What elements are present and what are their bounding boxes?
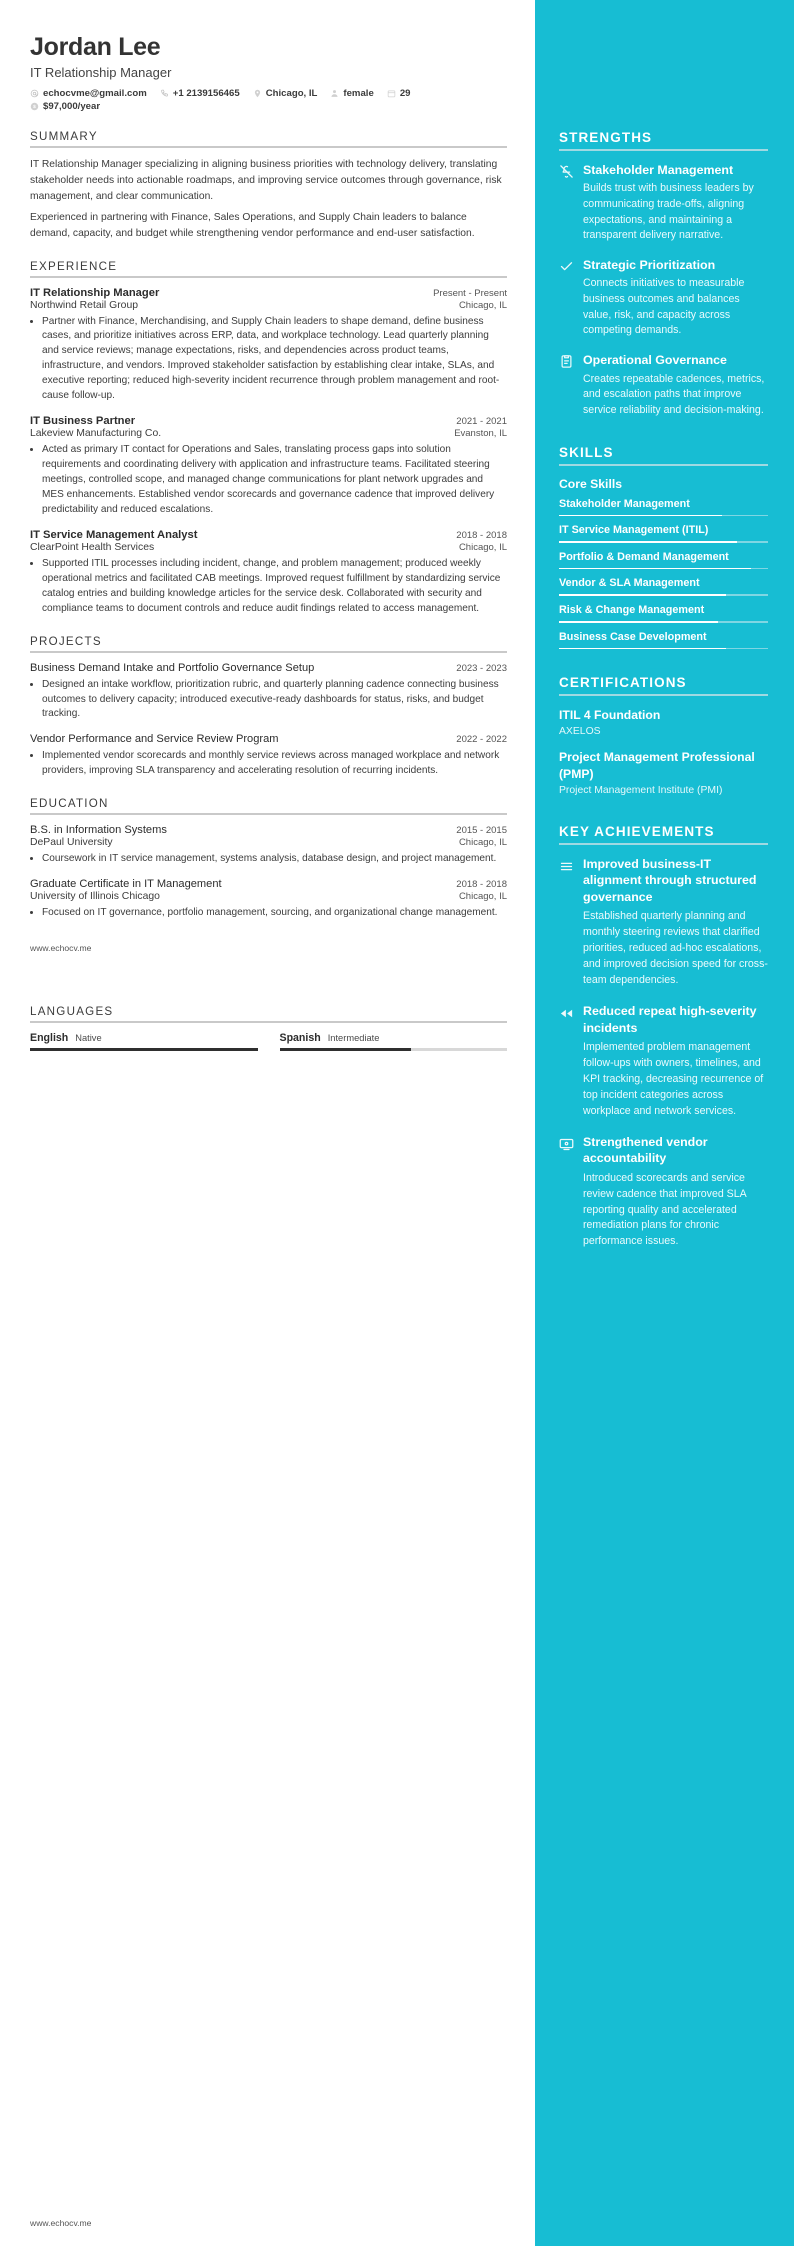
strength-desc: Connects initiatives to measurable business outcomes and balances value, risk, and capacity across competing demands. <box>583 277 745 337</box>
check-icon <box>559 259 574 274</box>
achievement-title: Reduced repeat high-severity incidents <box>583 1003 757 1035</box>
language-level: Native <box>75 1033 102 1044</box>
skill-name: Risk & Change Management <box>559 604 705 617</box>
project-dates: 2023 - 2023 <box>456 662 507 674</box>
skill-row <box>559 497 768 517</box>
summary-paragraph: Experienced in partnering with Finance, Sales Operations, and Supply Chain leaders to balance demand, capacity, and budget while strengthening vendor performance and end-user satisfaction. <box>30 211 475 239</box>
contact-salary <box>30 101 100 112</box>
sidebar-section-achievements <box>559 824 768 1251</box>
skill-name: Stakeholder Management <box>559 497 690 510</box>
money-icon <box>30 102 39 111</box>
education-org: DePaul University <box>30 837 113 849</box>
experience-entry <box>30 287 507 405</box>
certifications-heading: CERTIFICATIONS <box>559 675 687 691</box>
experience-location: Evanston, IL <box>454 428 507 440</box>
achievement-title: Improved business-IT alignment through structured governance <box>583 856 757 904</box>
language-level: Intermediate <box>327 1033 380 1044</box>
contact-age <box>387 88 411 99</box>
section-languages <box>30 1005 507 1050</box>
bullet-item: • Coursework in IT service management, systems analysis, database design, and project management. <box>42 852 507 867</box>
education-entry <box>30 824 507 867</box>
sidebar-section-strengths <box>559 130 768 419</box>
language-progress-bar <box>30 1048 258 1050</box>
bell-off-icon <box>559 164 574 179</box>
sidebar <box>535 0 794 2246</box>
contact-location-value: Chicago, IL <box>265 87 318 99</box>
experience-heading: EXPERIENCE <box>30 259 118 273</box>
bullet-item: • Focused on IT governance, portfolio management, sourcing, and organizational change management. <box>42 906 507 921</box>
certification-name: ITIL 4 Foundation <box>559 708 661 723</box>
education-heading: EDUCATION <box>30 797 109 811</box>
education-title: B.S. in Information Systems <box>30 824 167 837</box>
education-org: University of Illinois Chicago <box>30 891 160 903</box>
certification-org: AXELOS <box>559 726 601 738</box>
section-divider <box>30 651 507 653</box>
certification-org: Project Management Institute (PMI) <box>559 784 723 796</box>
certification-item <box>559 749 768 797</box>
skill-name: Portfolio & Demand Management <box>559 550 729 563</box>
contact-email-value: echocvme@gmail.com <box>43 87 147 99</box>
education-dates: 2018 - 2018 <box>456 879 507 891</box>
education-dates: 2015 - 2015 <box>456 825 507 837</box>
skill-name: Vendor & SLA Management <box>559 577 700 590</box>
email-icon <box>30 89 39 98</box>
strength-desc: Creates repeatable cadences, metrics, and escalation paths that improve service reliability and decision-making. <box>583 372 765 416</box>
list-lines-icon <box>559 859 574 874</box>
bullet-item: • Implemented vendor scorecards and monthly service reviews across managed workplace and network providers, improving SLA transparency and accelerating resolution of recurring incidents. <box>42 749 507 779</box>
achievement-desc: Established quarterly planning and monthly steering reviews that clarified priorities, reduced ad-hoc escalations, and improved decision speed for cross-team dependencies. <box>583 910 768 987</box>
contact-email <box>30 88 147 99</box>
bullet-item: • Partner with Finance, Merchandising, and Supply Chain leaders to shape demand, define business cases, and prioritize initiatives across ERP, data, and workplace technology. Lead quarterly planning and service reviews; manage expectations, risks, and dependencies across product teams, infrastructure, and vendors. Improved stakeholder satisfaction by establishing clear intake, SLAs, and executive reporting; reduced high-severity incident recurrence through problem management and root-cause follow-up. <box>42 315 507 405</box>
experience-org: Lakeview Manufacturing Co. <box>30 428 162 440</box>
skills-group-title: Core Skills <box>559 476 622 491</box>
sidebar-section-certifications <box>559 675 768 797</box>
achievement-item <box>559 1134 768 1251</box>
skill-progress-bar <box>559 568 768 570</box>
section-experience <box>30 260 507 617</box>
summary-heading: SUMMARY <box>30 129 98 143</box>
contact-info-row-2 <box>30 101 507 112</box>
skill-row <box>559 550 768 570</box>
certification-item <box>559 707 768 739</box>
strength-item <box>559 352 768 418</box>
skill-row <box>559 630 768 650</box>
education-title: Graduate Certificate in IT Management <box>30 878 222 891</box>
language-item <box>30 1032 258 1050</box>
page-url-mid[interactable]: www.echocv.me <box>30 943 92 954</box>
main-content <box>0 0 535 1051</box>
skill-progress-bar <box>559 648 768 650</box>
project-bullets <box>30 749 507 779</box>
strength-item <box>559 162 768 244</box>
project-bullets <box>30 678 507 723</box>
experience-title: IT Service Management Analyst <box>30 528 198 541</box>
experience-dates: 2018 - 2018 <box>456 529 507 541</box>
rewind-icon <box>559 1006 574 1021</box>
achievements-heading: KEY ACHIEVEMENTS <box>559 823 715 839</box>
strengths-heading: STRENGTHS <box>559 130 653 145</box>
language-name: English <box>30 1032 69 1045</box>
sidebar-section-skills <box>559 445 768 650</box>
phone-icon <box>160 89 169 98</box>
skill-row <box>559 603 768 623</box>
strength-title: Strategic Prioritization <box>583 258 716 273</box>
experience-dates: Present - Present <box>433 287 507 299</box>
contact-gender-value: female <box>343 87 374 99</box>
section-divider <box>559 843 768 845</box>
section-divider <box>30 813 507 815</box>
skill-progress-bar <box>559 594 768 596</box>
experience-org: ClearPoint Health Services <box>30 541 155 553</box>
section-education <box>30 797 507 921</box>
location-pin-icon <box>253 89 262 98</box>
achievement-item <box>559 856 768 989</box>
strength-title: Stakeholder Management <box>583 163 734 177</box>
svg-text:$: $ <box>33 104 36 110</box>
language-item <box>280 1032 508 1050</box>
contact-location <box>253 88 318 99</box>
project-title: Vendor Performance and Service Review Program <box>30 733 279 746</box>
contact-info-row <box>30 88 507 99</box>
calendar-icon <box>387 89 396 98</box>
page-title: Jordan Lee <box>30 33 161 61</box>
strength-title: Operational Governance <box>583 353 727 368</box>
section-divider <box>559 464 768 466</box>
contact-gender <box>330 88 373 99</box>
skill-name: IT Service Management (ITIL) <box>559 524 709 537</box>
bullet-item: • Designed an intake workflow, prioritization rubric, and quarterly planning cadence connecting business outcomes to delivery capacity; introduced executive-ready dashboards for status, risks, and budget tracking. <box>42 678 507 723</box>
experience-entry <box>30 415 507 518</box>
skill-row <box>559 576 768 596</box>
languages-heading: LANGUAGES <box>30 1005 114 1019</box>
experience-bullets <box>30 557 507 617</box>
contact-salary-value: $97,000/year <box>43 100 101 112</box>
project-title: Business Demand Intake and Portfolio Governance Setup <box>30 661 315 674</box>
experience-bullets <box>30 315 507 405</box>
experience-org: Northwind Retail Group <box>30 299 138 311</box>
job-role-subtitle: IT Relationship Manager <box>30 64 172 80</box>
project-entry <box>30 662 507 723</box>
section-divider <box>559 149 768 151</box>
strength-item <box>559 257 768 339</box>
education-bullets <box>30 906 507 921</box>
experience-entry <box>30 529 507 617</box>
achievement-desc: Implemented problem management follow-ups with owners, timelines, and KPI tracking, decreasing recurrence of top incident categories across workplace and network services. <box>583 1041 764 1117</box>
clipboard-icon <box>559 354 574 369</box>
experience-dates: 2021 - 2021 <box>456 416 507 428</box>
achievement-item <box>559 1003 768 1120</box>
contact-phone <box>160 88 240 99</box>
section-divider <box>30 276 507 278</box>
language-progress-bar <box>280 1048 508 1050</box>
experience-title: IT Business Partner <box>30 415 136 428</box>
education-bullets <box>30 852 507 867</box>
projects-heading: PROJECTS <box>30 634 102 648</box>
page-url-bottom[interactable]: www.echocv.me <box>30 2218 92 2228</box>
skills-heading: SKILLS <box>559 444 614 460</box>
education-location: Chicago, IL <box>458 837 507 849</box>
achievement-title: Strengthened vendor accountability <box>583 1134 708 1166</box>
experience-location: Chicago, IL <box>458 541 507 553</box>
certification-name: Project Management Professional (PMP) <box>559 750 755 781</box>
achievement-desc: Introduced scorecards and service review cadence that improved SLA reporting quality and accelerated remediation plans for chronic performance issues. <box>583 1171 747 1248</box>
experience-title: IT Relationship Manager <box>30 286 160 299</box>
project-entry <box>30 733 507 779</box>
education-location: Chicago, IL <box>458 891 507 903</box>
contact-phone-value: +1 2139156465 <box>172 87 240 99</box>
monitor-icon <box>559 1137 574 1152</box>
language-name: Spanish <box>279 1032 321 1045</box>
person-icon <box>330 89 339 98</box>
experience-bullets <box>30 443 507 518</box>
strength-desc: Builds trust with business leaders by communicating trade-offs, aligning expectations, and maintaining a transparent delivery narrative. <box>583 182 754 242</box>
contact-age-value: 29 <box>399 87 411 99</box>
skill-progress-bar <box>559 621 768 623</box>
summary-paragraph: IT Relationship Manager specializing in aligning business priorities with technology delivery, translating stakeholder needs into actionable roadmaps, and improving service outcomes through governance, risk management, and clear communication. <box>30 158 502 202</box>
section-projects <box>30 635 507 780</box>
bullet-item: • Supported ITIL processes including incident, change, and problem management; produced weekly operational metrics and facilitated CAB meetings. Improved request fulfillment by standardizing service catalog entries and building knowledge articles for the service desk. Collaborated with security and compliance teams to document controls and reduce audit findings related to access management. <box>42 557 507 617</box>
skill-name: Business Case Development <box>559 630 707 643</box>
section-summary <box>30 130 507 242</box>
experience-location: Chicago, IL <box>458 299 507 311</box>
education-entry <box>30 878 507 921</box>
section-divider <box>559 694 768 696</box>
project-dates: 2022 - 2022 <box>456 734 507 746</box>
bullet-item: • Acted as primary IT contact for Operations and Sales, translating process gaps into solution requirements and coordinating delivery with application and infrastructure teams. Facilitated steering meetings, controlled scope, and managed change communications for plant network upgrades and MES enhancements. Established vendor scorecards and governance cadence that improved delivery predictability and reduced escalations. <box>42 443 507 518</box>
skill-progress-bar <box>559 541 768 543</box>
skill-progress-bar <box>559 515 768 517</box>
section-divider <box>30 146 507 148</box>
skill-row <box>559 523 768 543</box>
section-divider <box>30 1021 507 1023</box>
